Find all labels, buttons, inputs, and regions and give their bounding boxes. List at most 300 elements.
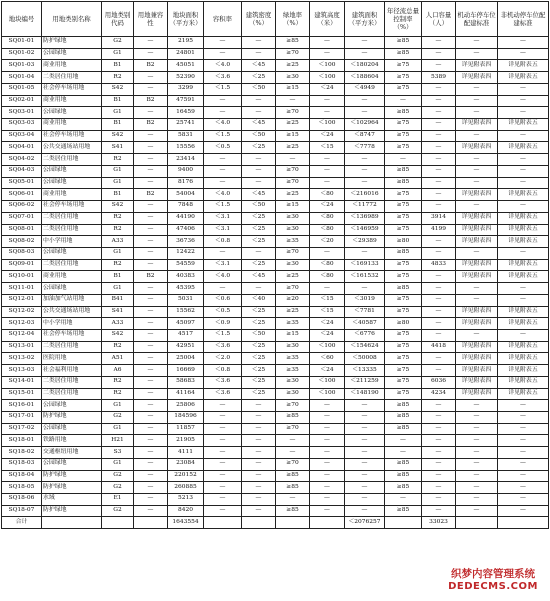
- land-use-code-cell: G1: [102, 177, 134, 189]
- runoff-cell: ≥75: [385, 189, 422, 201]
- land-use-code-cell: G1: [102, 247, 134, 259]
- plot-id-cell: SQ17-01: [2, 412, 42, 424]
- plot-area-cell: 12422: [168, 247, 204, 259]
- green-ratio-cell: ≥70: [276, 283, 310, 295]
- population-cell: —: [422, 201, 456, 213]
- plot-id-cell: SQ04-03: [2, 165, 42, 177]
- floor-area-cell: ＜148190: [345, 388, 385, 400]
- plot-id-cell: SQ18-03: [2, 458, 42, 470]
- population-cell: 6036: [422, 376, 456, 388]
- compatibility-cell: —: [134, 283, 168, 295]
- col-header-plot-area: 地块面积（平方米）: [168, 2, 204, 37]
- bike-parking-cell: —: [498, 447, 549, 459]
- compatibility-cell: —: [134, 447, 168, 459]
- bike-parking-cell: —: [498, 283, 549, 295]
- green-ratio-cell: ≥70: [276, 48, 310, 60]
- population-cell: —: [422, 283, 456, 295]
- table-row: [2, 224, 549, 236]
- runoff-cell: —: [385, 494, 422, 506]
- runoff-cell: ≥75: [385, 83, 422, 95]
- runoff-cell: ≥85: [385, 482, 422, 494]
- density-cell: ＜25: [242, 388, 276, 400]
- floor-area-cell: —: [345, 470, 385, 482]
- compatibility-cell: —: [134, 458, 168, 470]
- population-cell: —: [422, 353, 456, 365]
- green-ratio-cell: ≥35: [276, 353, 310, 365]
- floor-area-cell: ＜40587: [345, 318, 385, 330]
- land-use-code-cell: S42: [102, 83, 134, 95]
- population-cell: 4418: [422, 341, 456, 353]
- table-row: [2, 37, 549, 49]
- compatibility-cell: —: [134, 365, 168, 377]
- car-parking-cell: 详见附表四: [456, 388, 498, 400]
- bike-parking-cell: 详见附表五: [498, 353, 549, 365]
- floor-area-cell: —: [345, 283, 385, 295]
- compatibility-cell: —: [134, 177, 168, 189]
- far-cell: ＜3.6: [204, 376, 242, 388]
- compatibility-cell: —: [134, 505, 168, 517]
- table-row: [2, 400, 549, 412]
- total-plot-area: 1643554: [168, 517, 204, 529]
- land-use-name-cell: 公园绿地: [42, 458, 102, 470]
- plot-id-cell: SQ04-01: [2, 142, 42, 154]
- plot-area-cell: 5831: [168, 130, 204, 142]
- land-use-name-cell: 二类居住用地: [42, 72, 102, 84]
- bike-parking-cell: —: [498, 470, 549, 482]
- far-cell: ＜1.5: [204, 201, 242, 213]
- table-row: [2, 306, 549, 318]
- floor-area-cell: ＜211259: [345, 376, 385, 388]
- table-row: [2, 365, 549, 377]
- land-use-name-cell: 公园绿地: [42, 283, 102, 295]
- car-parking-cell: —: [456, 329, 498, 341]
- runoff-cell: ≥75: [385, 72, 422, 84]
- floor-area-cell: —: [345, 37, 385, 49]
- table-row: [2, 165, 549, 177]
- total-cell: [276, 517, 310, 529]
- plot-area-cell: 3299: [168, 83, 204, 95]
- total-cell: [102, 517, 134, 529]
- floor-area-cell: ＜216016: [345, 189, 385, 201]
- green-ratio-cell: ≥25: [276, 119, 310, 131]
- plot-id-cell: SQ08-03: [2, 247, 42, 259]
- table-row: [2, 447, 549, 459]
- plot-area-cell: 184596: [168, 412, 204, 424]
- green-ratio-cell: ≥85: [276, 482, 310, 494]
- green-ratio-cell: ≥70: [276, 247, 310, 259]
- car-parking-cell: —: [456, 177, 498, 189]
- density-cell: —: [242, 505, 276, 517]
- height-cell: ＜24: [310, 329, 345, 341]
- height-cell: —: [310, 423, 345, 435]
- floor-area-cell: —: [345, 505, 385, 517]
- density-cell: —: [242, 177, 276, 189]
- floor-area-cell: —: [345, 154, 385, 166]
- population-cell: —: [422, 365, 456, 377]
- bike-parking-cell: —: [498, 48, 549, 60]
- runoff-cell: ≥75: [385, 306, 422, 318]
- far-cell: —: [204, 470, 242, 482]
- population-cell: —: [422, 236, 456, 248]
- car-parking-cell: 详见附表四: [456, 365, 498, 377]
- green-ratio-cell: ≥70: [276, 107, 310, 119]
- car-parking-cell: —: [456, 412, 498, 424]
- table-row: [2, 283, 549, 295]
- compatibility-cell: B2: [134, 60, 168, 72]
- land-use-code-cell: B1: [102, 119, 134, 131]
- table-row: [2, 329, 549, 341]
- floor-area-cell: —: [345, 412, 385, 424]
- far-cell: —: [204, 48, 242, 60]
- land-use-name-cell: 铁路用地: [42, 435, 102, 447]
- height-cell: ＜24: [310, 318, 345, 330]
- runoff-cell: ≥75: [385, 130, 422, 142]
- green-ratio-cell: ≥30: [276, 376, 310, 388]
- land-use-code-cell: R2: [102, 224, 134, 236]
- land-use-code-cell: G2: [102, 505, 134, 517]
- land-use-code-cell: R2: [102, 212, 134, 224]
- car-parking-cell: —: [456, 400, 498, 412]
- density-cell: ＜45: [242, 60, 276, 72]
- plot-area-cell: 220152: [168, 470, 204, 482]
- plot-area-cell: 23084: [168, 458, 204, 470]
- bike-parking-cell: —: [498, 458, 549, 470]
- compatibility-cell: —: [134, 494, 168, 506]
- height-cell: —: [310, 447, 345, 459]
- car-parking-cell: —: [456, 494, 498, 506]
- total-cell: [498, 517, 549, 529]
- density-cell: ＜25: [242, 341, 276, 353]
- density-cell: ＜25: [242, 306, 276, 318]
- land-use-control-table: [1, 1, 549, 529]
- land-use-name-cell: 社会停车场用地: [42, 83, 102, 95]
- height-cell: —: [310, 494, 345, 506]
- plot-area-cell: 47591: [168, 95, 204, 107]
- plot-area-cell: 40383: [168, 271, 204, 283]
- table-row: [2, 154, 549, 166]
- population-cell: —: [422, 119, 456, 131]
- height-cell: —: [310, 165, 345, 177]
- plot-area-cell: 36736: [168, 236, 204, 248]
- plot-area-cell: 16669: [168, 365, 204, 377]
- car-parking-cell: 详见附表四: [456, 341, 498, 353]
- table-body: [2, 37, 549, 517]
- density-cell: ＜50: [242, 130, 276, 142]
- total-row: [2, 517, 549, 529]
- land-use-code-cell: R2: [102, 376, 134, 388]
- land-use-code-cell: B41: [102, 294, 134, 306]
- far-cell: ＜0.5: [204, 306, 242, 318]
- bike-parking-cell: 详见附表五: [498, 236, 549, 248]
- density-cell: —: [242, 107, 276, 119]
- compatibility-cell: —: [134, 423, 168, 435]
- bike-parking-cell: 详见附表五: [498, 376, 549, 388]
- plot-area-cell: 25004: [168, 353, 204, 365]
- land-use-name-cell: 商业用地: [42, 119, 102, 131]
- height-cell: ＜100: [310, 72, 345, 84]
- bike-parking-cell: —: [498, 95, 549, 107]
- bike-parking-cell: —: [498, 247, 549, 259]
- far-cell: —: [204, 283, 242, 295]
- height-cell: —: [310, 458, 345, 470]
- land-use-code-cell: R2: [102, 388, 134, 400]
- total-cell: [42, 517, 102, 529]
- height-cell: —: [310, 412, 345, 424]
- land-use-code-cell: A33: [102, 318, 134, 330]
- density-cell: —: [242, 95, 276, 107]
- table-row: [2, 130, 549, 142]
- plot-area-cell: 4111: [168, 447, 204, 459]
- floor-area-cell: ＜154624: [345, 341, 385, 353]
- population-cell: —: [422, 294, 456, 306]
- height-cell: ＜24: [310, 365, 345, 377]
- density-cell: —: [242, 470, 276, 482]
- land-use-name-cell: 防护绿地: [42, 482, 102, 494]
- plot-id-cell: SQ18-07: [2, 505, 42, 517]
- population-cell: —: [422, 60, 456, 72]
- bike-parking-cell: —: [498, 294, 549, 306]
- population-cell: —: [422, 154, 456, 166]
- far-cell: ＜4.0: [204, 189, 242, 201]
- height-cell: ＜100: [310, 388, 345, 400]
- plot-area-cell: 2195: [168, 37, 204, 49]
- plot-id-cell: SQ14-01: [2, 376, 42, 388]
- plot-area-cell: 15556: [168, 142, 204, 154]
- population-cell: —: [422, 447, 456, 459]
- far-cell: ＜3.1: [204, 259, 242, 271]
- land-use-code-cell: G1: [102, 48, 134, 60]
- bike-parking-cell: —: [498, 177, 549, 189]
- plot-area-cell: 25741: [168, 119, 204, 131]
- floor-area-cell: —: [345, 247, 385, 259]
- land-use-code-cell: S41: [102, 306, 134, 318]
- plot-area-cell: 41164: [168, 388, 204, 400]
- height-cell: ＜24: [310, 83, 345, 95]
- far-cell: ＜2.0: [204, 353, 242, 365]
- runoff-cell: ≥85: [385, 283, 422, 295]
- runoff-cell: ≥85: [385, 177, 422, 189]
- far-cell: —: [204, 435, 242, 447]
- header-row: [2, 2, 549, 37]
- plot-area-cell: 260885: [168, 482, 204, 494]
- plot-id-cell: SQ03-04: [2, 130, 42, 142]
- compatibility-cell: B2: [134, 95, 168, 107]
- land-use-code-cell: G1: [102, 283, 134, 295]
- car-parking-cell: —: [456, 294, 498, 306]
- density-cell: ＜50: [242, 83, 276, 95]
- bike-parking-cell: —: [498, 201, 549, 213]
- compatibility-cell: —: [134, 353, 168, 365]
- table-row: [2, 494, 549, 506]
- compatibility-cell: B2: [134, 271, 168, 283]
- total-cell: [456, 517, 498, 529]
- height-cell: —: [310, 482, 345, 494]
- green-ratio-cell: ≥15: [276, 130, 310, 142]
- floor-area-cell: ＜136989: [345, 212, 385, 224]
- runoff-cell: —: [385, 95, 422, 107]
- plot-id-cell: SQ03-01: [2, 107, 42, 119]
- land-use-name-cell: 公园绿地: [42, 423, 102, 435]
- compatibility-cell: —: [134, 376, 168, 388]
- plot-area-cell: 42951: [168, 341, 204, 353]
- compatibility-cell: —: [134, 329, 168, 341]
- height-cell: ＜20: [310, 236, 345, 248]
- far-cell: —: [204, 247, 242, 259]
- plot-id-cell: SQ01-02: [2, 48, 42, 60]
- green-ratio-cell: ≥30: [276, 72, 310, 84]
- green-ratio-cell: ≥25: [276, 271, 310, 283]
- density-cell: ＜25: [242, 236, 276, 248]
- bike-parking-cell: 详见附表五: [498, 72, 549, 84]
- plot-id-cell: SQ06-02: [2, 201, 42, 213]
- land-use-code-cell: E1: [102, 494, 134, 506]
- population-cell: —: [422, 435, 456, 447]
- land-use-code-cell: B1: [102, 60, 134, 72]
- population-cell: —: [422, 318, 456, 330]
- compatibility-cell: —: [134, 72, 168, 84]
- green-ratio-cell: ≥35: [276, 318, 310, 330]
- compatibility-cell: —: [134, 212, 168, 224]
- floor-area-cell: —: [345, 95, 385, 107]
- land-use-name-cell: 二类居住用地: [42, 341, 102, 353]
- height-cell: —: [310, 177, 345, 189]
- population-cell: —: [422, 494, 456, 506]
- land-use-name-cell: 社会停车场用地: [42, 130, 102, 142]
- green-ratio-cell: —: [276, 494, 310, 506]
- compatibility-cell: —: [134, 107, 168, 119]
- col-header-plot-id: 地块编号: [2, 2, 42, 37]
- floor-area-cell: ＜169133: [345, 259, 385, 271]
- total-cell: [385, 517, 422, 529]
- height-cell: —: [310, 107, 345, 119]
- col-header-building-density: 建筑密度（%）: [242, 2, 276, 37]
- green-ratio-cell: ≥85: [276, 37, 310, 49]
- runoff-cell: ≥85: [385, 505, 422, 517]
- green-ratio-cell: —: [276, 95, 310, 107]
- runoff-cell: ≥75: [385, 119, 422, 131]
- density-cell: —: [242, 458, 276, 470]
- green-ratio-cell: —: [276, 154, 310, 166]
- runoff-cell: ≥85: [385, 412, 422, 424]
- watermark-logo: [440, 566, 546, 592]
- population-cell: —: [422, 130, 456, 142]
- table-row: [2, 259, 549, 271]
- land-use-name-cell: 公园绿地: [42, 177, 102, 189]
- bike-parking-cell: —: [498, 329, 549, 341]
- density-cell: —: [242, 48, 276, 60]
- table-row: [2, 376, 549, 388]
- green-ratio-cell: ≥30: [276, 388, 310, 400]
- land-use-code-cell: G1: [102, 400, 134, 412]
- table-row: [2, 341, 549, 353]
- land-use-code-cell: G1: [102, 423, 134, 435]
- plot-id-cell: SQ12-03: [2, 318, 42, 330]
- bike-parking-cell: 详见附表五: [498, 341, 549, 353]
- floor-area-cell: —: [345, 165, 385, 177]
- far-cell: ＜0.9: [204, 318, 242, 330]
- far-cell: ＜3.6: [204, 341, 242, 353]
- table-row: [2, 458, 549, 470]
- far-cell: —: [204, 458, 242, 470]
- car-parking-cell: —: [456, 48, 498, 60]
- compatibility-cell: —: [134, 165, 168, 177]
- table-row: [2, 247, 549, 259]
- table-row: [2, 201, 549, 213]
- table-row: [2, 470, 549, 482]
- plot-area-cell: 7848: [168, 201, 204, 213]
- floor-area-cell: —: [345, 107, 385, 119]
- plot-id-cell: SQ13-03: [2, 365, 42, 377]
- runoff-cell: ≥80: [385, 236, 422, 248]
- plot-id-cell: SQ12-04: [2, 329, 42, 341]
- bike-parking-cell: 详见附表五: [498, 119, 549, 131]
- density-cell: ＜25: [242, 212, 276, 224]
- plot-area-cell: 52390: [168, 72, 204, 84]
- floor-area-cell: —: [345, 494, 385, 506]
- col-header-building-height: 建筑高度（米）: [310, 2, 345, 37]
- compatibility-cell: —: [134, 470, 168, 482]
- land-use-name-cell: 商业用地: [42, 189, 102, 201]
- far-cell: ＜3.6: [204, 388, 242, 400]
- floor-area-cell: —: [345, 435, 385, 447]
- floor-area-cell: ＜188604: [345, 72, 385, 84]
- table-header: [2, 2, 549, 37]
- table-row: [2, 435, 549, 447]
- land-use-code-cell: S42: [102, 201, 134, 213]
- car-parking-cell: 详见附表四: [456, 212, 498, 224]
- table-row: [2, 142, 549, 154]
- population-cell: —: [422, 247, 456, 259]
- far-cell: ＜0.8: [204, 236, 242, 248]
- plot-id-cell: SQ09-01: [2, 259, 42, 271]
- runoff-cell: ≥75: [385, 201, 422, 213]
- floor-area-cell: ＜29389: [345, 236, 385, 248]
- plot-area-cell: 21905: [168, 435, 204, 447]
- bike-parking-cell: —: [498, 130, 549, 142]
- runoff-cell: ≥85: [385, 107, 422, 119]
- plot-id-cell: SQ13-02: [2, 353, 42, 365]
- plot-area-cell: 8420: [168, 505, 204, 517]
- green-ratio-cell: ≥25: [276, 60, 310, 72]
- bike-parking-cell: —: [498, 154, 549, 166]
- height-cell: ＜24: [310, 201, 345, 213]
- land-use-name-cell: 加油加气站用地: [42, 294, 102, 306]
- population-cell: —: [422, 400, 456, 412]
- land-use-name-cell: 二类居住用地: [42, 259, 102, 271]
- land-use-code-cell: B1: [102, 189, 134, 201]
- compatibility-cell: —: [134, 247, 168, 259]
- density-cell: —: [242, 165, 276, 177]
- height-cell: —: [310, 435, 345, 447]
- land-use-name-cell: 中小学用地: [42, 318, 102, 330]
- table-row: [2, 177, 549, 189]
- green-ratio-cell: ≥25: [276, 306, 310, 318]
- plot-area-cell: 54559: [168, 259, 204, 271]
- far-cell: —: [204, 482, 242, 494]
- plot-id-cell: SQ18-01: [2, 435, 42, 447]
- floor-area-cell: ＜11772: [345, 201, 385, 213]
- runoff-cell: ≥85: [385, 400, 422, 412]
- population-cell: —: [422, 165, 456, 177]
- far-cell: —: [204, 95, 242, 107]
- plot-id-cell: SQ16-01: [2, 400, 42, 412]
- far-cell: —: [204, 165, 242, 177]
- runoff-cell: ≥85: [385, 458, 422, 470]
- compatibility-cell: —: [134, 154, 168, 166]
- floor-area-cell: ＜7778: [345, 142, 385, 154]
- land-use-name-cell: 防护绿地: [42, 505, 102, 517]
- population-cell: —: [422, 95, 456, 107]
